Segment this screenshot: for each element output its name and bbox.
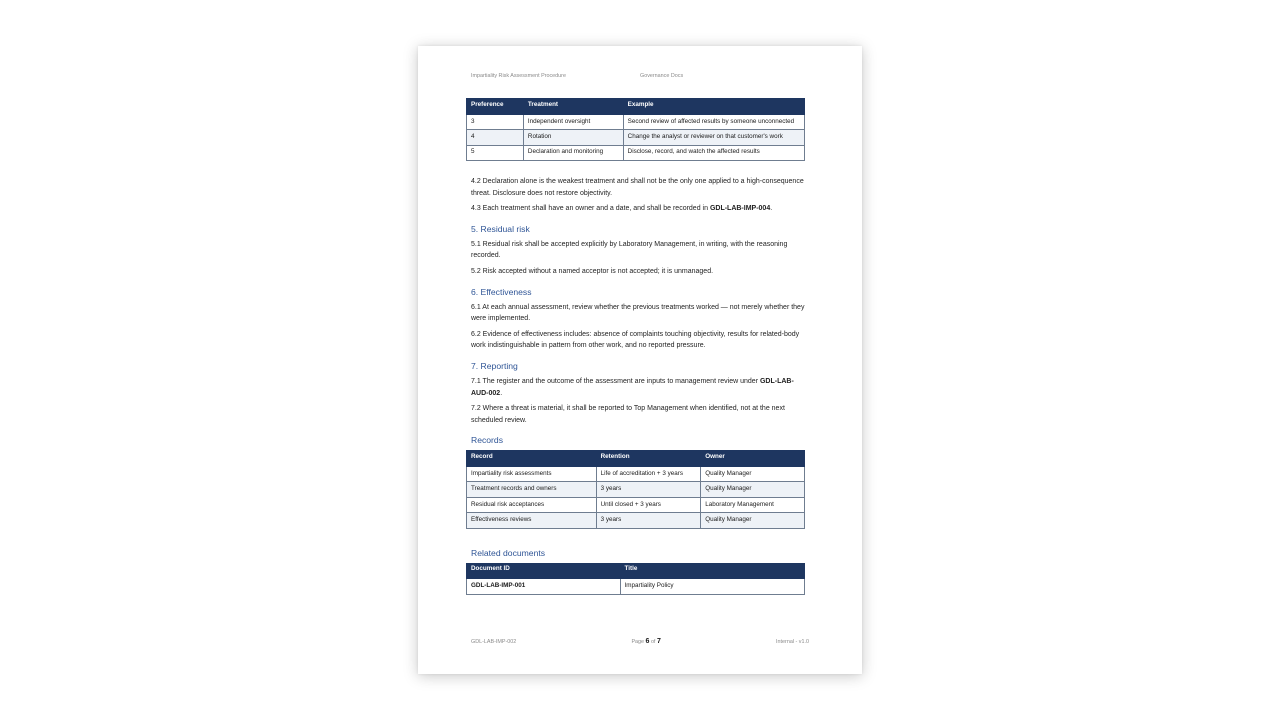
table-cell: Second review of affected results by someone unconnected [623,114,804,129]
header-doc-title: Impartiality Risk Assessment Procedure [471,73,566,79]
table-header-row [467,99,805,115]
paragraph-5-2: 5.2 Risk accepted without a named acceptor is not accepted; it is unmanaged. [471,267,714,275]
related-documents-table [466,563,805,595]
column-header: Document ID [467,563,621,579]
treatments-table [466,98,805,161]
table-cell: 4 [467,130,524,145]
paragraph-7-1 [471,376,811,399]
footer-page-total: 7 [656,638,661,645]
table-cell: Disclose, record, and watch the affected results [623,145,804,160]
table-cell: GDL-LAB-IMP-001 [467,579,621,594]
paragraph-6-2: 6.2 Evidence of effectiveness includes: absence of complaints touching objectivity, results for related-body work indistinguishable in pattern from other work, and no reported pressure. [471,330,800,350]
table-row [467,579,805,594]
column-header: Treatment [523,99,623,115]
table-cell: Quality Manager [701,467,805,482]
column-header: Owner [701,451,805,467]
paragraph-4-2: 4.2 Declaration alone is the weakest treatment and shall not be the only one applied to a high-consequence threat. Disclosure does not restore objectivity. [471,177,804,197]
paragraph-text: 4.3 Each treatment shall have an owner and a date, and shall be recorded in [471,205,710,213]
table-cell: Life of accreditation + 3 years [596,467,701,482]
footer-page-indicator [631,638,660,645]
footer-page-number: 6 [645,638,650,645]
running-footer [471,638,809,645]
header-collection: Governance Docs [640,73,684,79]
column-header: Record [467,451,597,467]
table-row [467,513,805,528]
table-cell: 3 years [596,513,701,528]
footer-of-word: of [650,639,656,645]
table-cell: Impartiality risk assessments [467,467,597,482]
column-header: Preference [467,99,524,115]
footer-doc-id: GDL-LAB-IMP-002 [471,639,517,645]
footer-classification: Internal - v1.0 [776,639,809,645]
table-cell: Residual risk acceptances [467,497,597,512]
section-heading-related-documents: Related documents [471,547,546,558]
table-row [467,482,805,497]
table-cell: Laboratory Management [701,497,805,512]
column-header: Retention [596,451,701,467]
table-header-row [467,563,805,579]
table-cell: 5 [467,145,524,160]
table-cell: Declaration and monitoring [523,145,623,160]
paragraph-5-1: 5.1 Residual risk shall be accepted explicitly by Laboratory Management, in writing, with the reasoning recorded. [471,240,788,260]
document-reference: GDL-LAB-AUD-002 [471,377,794,397]
table-cell: Effectiveness reviews [467,513,597,528]
table-cell: Quality Manager [701,513,805,528]
section-heading-reporting: 7. Reporting [471,360,518,371]
table-row [467,114,805,129]
table-cell: Treatment records and owners [467,482,597,497]
section-heading-effectiveness: 6. Effectiveness [471,286,532,297]
paragraph-4-3 [471,203,811,215]
paragraph-text: . [770,205,773,213]
table-cell: Until closed + 3 years [596,497,701,512]
table-cell: Change the analyst or reviewer on that customer's work [623,130,804,145]
column-header: Example [623,99,804,115]
table-cell: Impartiality Policy [620,579,804,594]
table-header-row [467,451,805,467]
page-content [466,98,810,595]
document-reference: GDL-LAB-IMP-004 [709,205,771,213]
footer-page-word: Page [631,639,645,645]
section-heading-records: Records [471,435,503,446]
table-row [467,467,805,482]
running-header [471,73,683,79]
paragraph-6-1: 6.1 At each annual assessment, review whether the previous treatments worked — not merely whether they were implemented. [471,303,805,323]
records-table [466,450,805,528]
table-row [467,497,805,512]
section-heading-residual-risk: 5. Residual risk [471,223,530,234]
table-cell: Quality Manager [701,482,805,497]
paragraph-text: 7.1 The register and the outcome of the assessment are inputs to management review under [471,377,760,385]
paragraph-7-2: 7.2 Where a threat is material, it shall be reported to Top Management when identified, not at the next scheduled review. [471,405,785,424]
document-page [418,46,862,674]
table-cell: 3 [467,114,524,129]
paragraph-text: . [500,389,503,397]
column-header: Title [620,563,804,579]
table-row [467,130,805,145]
table-cell: Rotation [523,130,623,145]
table-cell: 3 years [596,482,701,497]
table-row [467,145,805,160]
table-cell: Independent oversight [523,114,623,129]
